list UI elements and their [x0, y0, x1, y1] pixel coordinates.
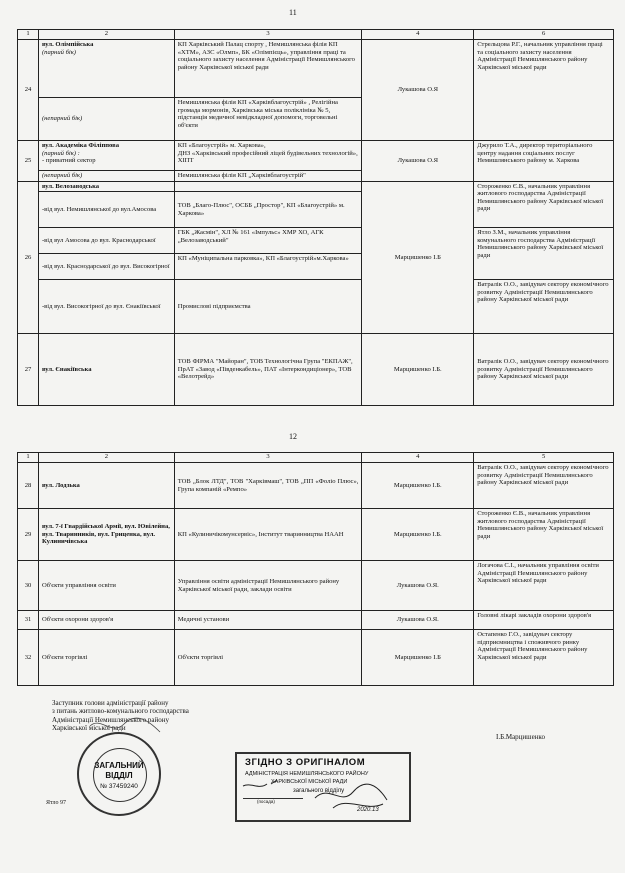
- objects-cell: Немишлянська філія КП „Харківблагоустрій": [174, 171, 362, 182]
- header-cell: 3: [174, 30, 362, 40]
- stamp-date: 2020.13: [357, 807, 379, 813]
- row-number: 27: [18, 334, 39, 406]
- objects-cell: Медичні установи: [174, 611, 362, 630]
- responsible-cell: Марцишенко І.Б.: [362, 334, 474, 406]
- street-name: вул. Академіка Філіппова: [41, 142, 120, 149]
- header-cell: 1: [18, 30, 39, 40]
- contact-cell: Остапенко Г.О., завідувач сектору підприємництва і споживчого ринку Адміністрації Немишлянського району Харківської міської ради: [474, 630, 614, 686]
- contact-cell: Ватралік О.О., завідувач сектору економічного розвитку Адміністрації Немишлянського району Харківської міської ради: [474, 280, 614, 334]
- seal-text: ЗАГАЛЬНИЙ: [94, 761, 144, 770]
- street-cell: Об'єкти торгівлі: [38, 630, 174, 686]
- row-number: 31: [18, 611, 39, 630]
- street-side: (парний бік) :: [41, 149, 80, 157]
- table-row: [18, 509, 614, 561]
- objects-cell: КП «Благоустрій» м. Харкова», ДНЗ «Харківський професійний ліцей будівельних технологій», ХІПТ: [174, 141, 362, 171]
- row-number: 28: [18, 463, 39, 509]
- objects-cell: ТОВ „Блок ЛТД", ТОВ "Харківмаш", ТОВ „ПП «Фоліо Плюс», Група компаній «Ремпо»: [174, 463, 362, 509]
- street-name: вул. Єнакіївська: [41, 365, 92, 373]
- street-segment: -від вул. Високогірної до вул. Єнакіївської: [38, 280, 174, 334]
- street-name: вул. Велозаводська: [41, 182, 100, 190]
- signature-title-line: Харківської міської ради: [52, 724, 126, 733]
- contact-cell: Стороженко Є.В., начальник управління житлового господарства Адміністрації Немишлянського району Харківської міської ради: [474, 181, 614, 228]
- street-name: вул. Олімпійська: [41, 41, 94, 48]
- certified-copy-stamp: [235, 752, 411, 822]
- street-name: вул. 7-ї Гвардійської Армії, вул. Ювілейна, вул. Тваринників, вул. Гриценка, вул. Кулиничівська: [41, 523, 170, 546]
- objects-cell: КП «Муніципальна парковка», КП «Благоустрій»м.Харкова»: [174, 254, 362, 280]
- page-number: 12: [289, 432, 297, 441]
- street-name: вул. Лодзька: [41, 481, 80, 489]
- page-number: 11: [289, 8, 297, 17]
- row-number: 29: [18, 509, 39, 561]
- contact-cell: Джурило Т.А., директор територіального центру надання соціальних послуг Немишлянського району м. Харкова: [474, 141, 614, 182]
- header-cell: 3: [174, 453, 362, 463]
- row-number: 24: [18, 40, 39, 141]
- official-signature: [60, 712, 190, 752]
- objects-cell: КП «Кулиничікомунсервіс», Інститут тваринництва НААН: [174, 509, 362, 561]
- street-side: (парний бік): [41, 48, 76, 56]
- stamp-text: (посада): [257, 799, 275, 804]
- table-row: [18, 334, 614, 406]
- header-cell: 4: [362, 453, 474, 463]
- street-side: (непарний бік): [41, 115, 83, 123]
- stamp-text: АДМІНІСТРАЦІЯ НЕМИШЛЯНСЬКОГО РАЙОНУ: [245, 771, 369, 777]
- responsible-cell: Марцишенко І.Б: [362, 630, 474, 686]
- table-row: [18, 181, 614, 192]
- signature-title-line: з питань житлово-комунального господарства: [52, 707, 189, 716]
- handwritten-signature: [237, 754, 409, 820]
- street-cell: [38, 40, 174, 98]
- table-row: [18, 611, 614, 630]
- header-cell: 2: [38, 453, 174, 463]
- table-header-row: [18, 30, 614, 40]
- table-row: [18, 630, 614, 686]
- contact-cell: Стороженко Є.В., начальник управління житлового господарства Адміністрації Немишлянського району Харківської міської ради: [474, 509, 614, 561]
- table-row: [18, 561, 614, 611]
- objects-cell: Управління освіти адміністрації Немишлянського району Харківської міської ради, заклади освіти: [174, 561, 362, 611]
- row-number: 25: [18, 141, 39, 182]
- contact-cell: Головні лікарі закладів охорони здоров'я: [474, 611, 614, 630]
- contact-cell: Ятло З.М., начальник управління комунального господарства Адміністрації Немишлянського району Харківської міської ради: [474, 228, 614, 280]
- table-row: [18, 280, 614, 334]
- signatory-name: І.Б.Марцишенко: [496, 733, 545, 741]
- objects-cell: ТОВ ФІРМА "Майоран", ТОВ Технологічна Група "ЕКПАЖ", ПрАТ «Завод «Південкабель», ПАТ «Інтеркондиціонер», ТОВ «Велотрейд»: [174, 334, 362, 406]
- footnote: Ятло 97: [46, 800, 66, 806]
- responsible-cell: Лукашова О.Я.: [362, 561, 474, 611]
- page-12-table: [17, 452, 614, 686]
- seal-text: ВІДДІЛ: [105, 771, 133, 780]
- row-number: 32: [18, 630, 39, 686]
- street-cell: Об'єкти охорони здоров'я: [38, 611, 174, 630]
- stamp-title: ЗГІДНО З ОРИГІНАЛОМ: [245, 757, 366, 768]
- responsible-cell: Марцишенко І.Б: [362, 181, 474, 334]
- objects-cell: КП Харківський Палац спорту , Немишлянська філія КП «ХТМ», АЗС «Олмп», БК «Олімпієць», управління праці та соціального захисту населення Адміністрації Немишлянського району Харківської міської ради: [174, 40, 362, 98]
- table-row: [18, 228, 614, 254]
- responsible-cell: Марцишенко І.Б.: [362, 509, 474, 561]
- responsible-cell: Лукашова О.Я: [362, 141, 474, 182]
- contact-cell: Ватралік О.О., завідувач сектору економічного розвитку Адміністрації Немишлянського району Харківської міської ради: [474, 334, 614, 406]
- stamp-text: загального відділу: [293, 788, 345, 794]
- street-side: (непарний бік): [41, 172, 83, 179]
- responsible-cell: Лукашова О.Я: [362, 40, 474, 141]
- table-row: [18, 40, 614, 98]
- table-header-row: [18, 453, 614, 463]
- signature-title-line: Адміністрації Немишлянського району: [52, 715, 170, 724]
- objects-cell: Немишлянська філія КП «Харківблагоустрій» , Релігійна громада мормонів, Харківська міська поліклініка № 5, підстанція медичної невідкладної допомоги, торговельні об'єкти: [174, 98, 362, 141]
- street-sector: - приватний сектор: [41, 157, 96, 165]
- street-segment: -від вул. Краснодарської до вул. Високогірної: [38, 254, 174, 280]
- page-11-table: [17, 29, 614, 406]
- responsible-cell: Лукашова О.Я.: [362, 611, 474, 630]
- table-row: [18, 141, 614, 171]
- contact-cell: Логачова С.І., начальник управління освіти Адміністрації Немишлянського району Харківської міської ради: [474, 561, 614, 611]
- street-cell: Об'єкти управління освіти: [38, 561, 174, 611]
- objects-cell: ТОВ „Благо-Плюс", ОСББ „Простор", КП «Благоустрій» м. Харкова»: [174, 192, 362, 228]
- header-cell: 2: [38, 30, 174, 40]
- signature-title-line: Заступник голови адміністрації району: [52, 699, 169, 707]
- objects-cell: Промислові підприємства: [174, 280, 362, 334]
- street-segment: -від вул. Немишлянської до вул.Амосова: [38, 192, 174, 228]
- objects-cell: Об'єкти торгівлі: [174, 630, 362, 686]
- header-cell: 6: [474, 30, 614, 40]
- stamp-text: ХАРКІВСЬКОЇ МІСЬКОЇ РАДИ: [271, 779, 348, 785]
- row-number: 30: [18, 561, 39, 611]
- header-cell: 4: [362, 30, 474, 40]
- header-cell: 1: [18, 453, 39, 463]
- street-segment: -від вул Амосова до вул. Краснодарської: [38, 228, 174, 254]
- street-cell: [38, 141, 174, 171]
- row-number: 26: [18, 181, 39, 334]
- contact-cell: Ватралік О.О., завідувач сектору економічного розвитку Адміністрації Немишлянського району Харківської міської ради: [474, 463, 614, 509]
- responsible-cell: Марцишенко І.Б.: [362, 463, 474, 509]
- seal-text: № 37459240: [100, 783, 138, 790]
- objects-cell: ГБК „Жасмін", ХЛ № 161 «Імпульс» ХМР ХО, АГК „Велозаводський": [174, 228, 362, 254]
- contact-cell: Стрельцова Р.Г., начальник управління праці та соціального захисту населення Адміністрації Немишлянського району Харківської міської ради: [474, 40, 614, 141]
- header-cell: 5: [474, 453, 614, 463]
- table-row: [18, 463, 614, 509]
